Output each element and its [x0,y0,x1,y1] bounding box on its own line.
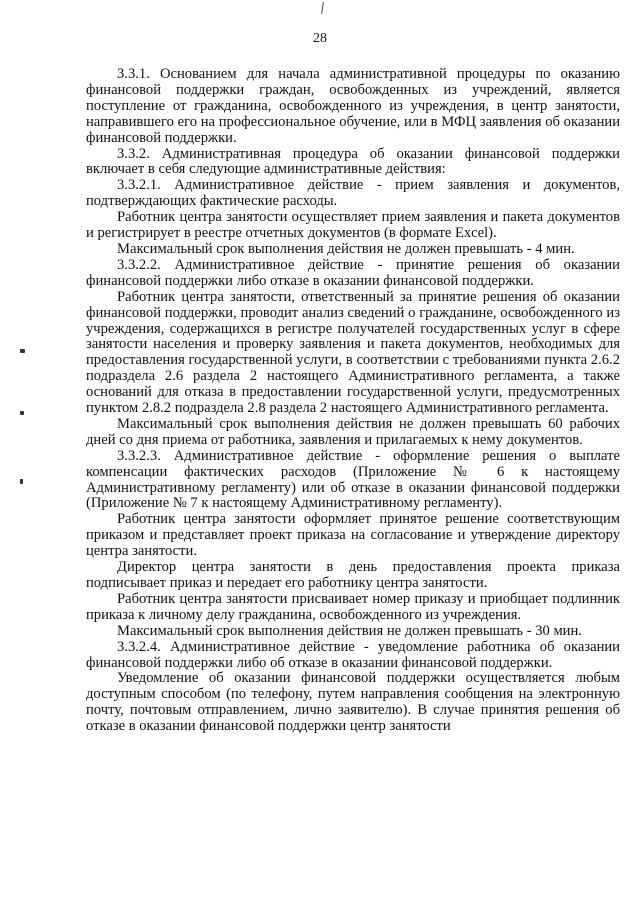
paragraph-3-3-2-3: 3.3.2.3. Административное действие - оформление решения о выплате компенсации фактических расходов (Приложение № 6 к настоящему Административному регламенту) или об отказе в оказании финансовой поддержки (Приложение № 7 к настоящему Административному регламенту). [86,447,620,512]
paragraph-3-3-2-4: 3.3.2.4. Административное действие - уведомление работника об оказании финансовой поддержки либо об отказе в оказании финансовой поддержки. [86,638,620,671]
paragraph-order-number: Работник центра занятости присваивает номер приказу и приобщает подлинник приказа к личному делу гражданина, освобожденного из учреждения. [86,590,620,623]
document-body [86,67,620,735]
paragraph-3-3-1: 3.3.1. Основанием для начала административной процедуры по оказанию финансовой поддержки граждан, освобожденных из учреждений, является поступление от гражданина, освобожденного из учреждения, в центр занятости, направившего его на профессиональное обучение, или в МФЦ заявления об оказании финансовой поддержки. [86,66,620,146]
margin-scan-mark [20,349,25,353]
paragraph-3-3-2-2: 3.3.2.2. Административное действие - принятие решения об оказании финансовой поддержки либо отказе в оказании финансовой поддержки. [86,256,620,289]
paragraph-notification: Уведомление об оказании финансовой поддержки осуществляется любым доступным способом (по телефону, путем направления сообщения на электронную почту, почтовым отправлением, лично заявителю). В случае принятия решения об отказе в оказании финансовой поддержки центр занятости [86,670,620,735]
paragraph-3-3-2: 3.3.2. Административная процедура об оказании финансовой поддержки включает в себя следующие административные действия: [86,145,620,178]
paragraph-order-draft: Работник центра занятости оформляет принятое решение соответствующим приказом и представляет проект приказа на согласование и утверждение директору центра занятости. [86,511,620,560]
paragraph-max-time-60days: Максимальный срок выполнения действия не должен превышать 60 рабочих дней со дня приема от работника, заявления и прилагаемых к нему документов. [86,415,620,448]
paragraph-analysis: Работник центра занятости, ответственный за принятие решения об оказании финансовой поддержки, проводит анализ сведений о гражданине, освобожденного из учреждения, содержащихся в регистре получателей государственных услуг в сфере занятости населения и проверку заявления и пакета документов, необходимых для предоставления государственной услуги, в соответствии с требованиями пункта 2.6.2 подраздела 2.6 раздела 2 настоящего Административного регламента, а также оснований для отказа в предоставлении государственной услуги, предусмотренных пунктом 2.8.2 подраздела 2.8 раздела 2 настоящего Административного регламента. [86,288,620,417]
scan-artifact-mark [321,2,326,14]
paragraph-director-signs: Директор центра занятости в день предоставления проекта приказа подписывает приказ и передает его работнику центра занятости. [86,559,620,591]
margin-scan-mark [20,479,23,484]
page-number: 28 [313,31,327,46]
paragraph-max-time-30min: Максимальный срок выполнения действия не должен превышать - 30 мин. [117,622,582,639]
paragraph-3-3-2-1: 3.3.2.1. Административное действие - прием заявления и документов, подтверждающих фактические расходы. [86,177,620,210]
paragraph-reception: Работник центра занятости осуществляет прием заявления и пакета документов и регистрирует в реестре отчетных документов (в формате Excel). [86,209,620,242]
paragraph-max-time-4min: Максимальный срок выполнения действия не должен превышать - 4 мин. [117,240,575,257]
margin-scan-mark [20,411,24,415]
